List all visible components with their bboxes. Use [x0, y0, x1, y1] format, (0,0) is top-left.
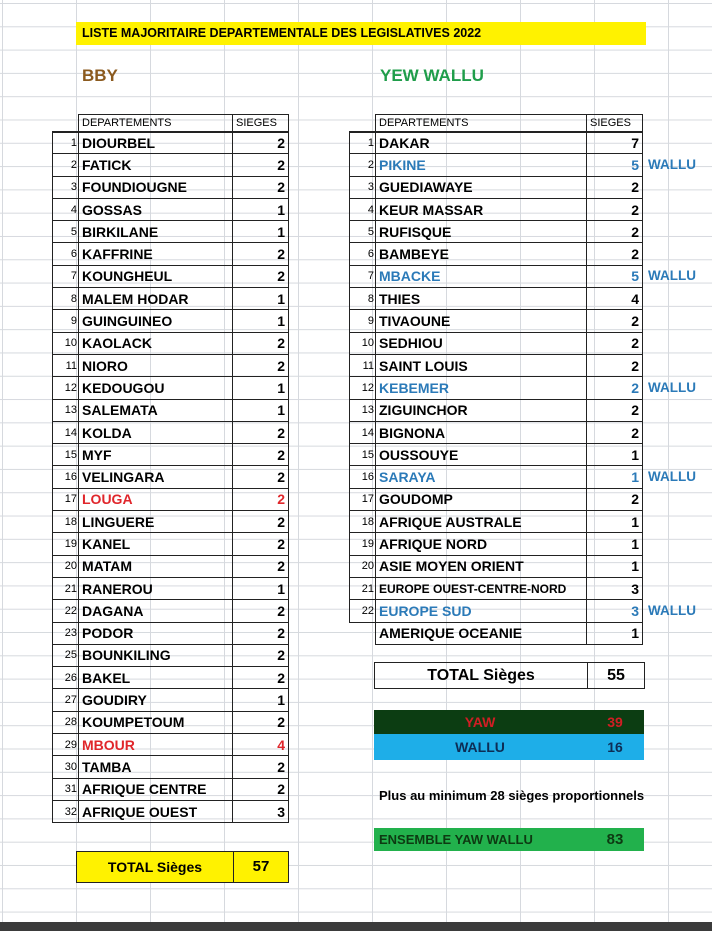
department-name: ZIGUINCHOR — [376, 399, 587, 421]
seat-count: 4 — [233, 734, 289, 756]
seat-count: 2 — [587, 354, 643, 376]
table-row — [350, 332, 643, 354]
seat-count: 1 — [233, 689, 289, 711]
department-name: GUINGUINEO — [79, 310, 233, 332]
row-number: 6 — [53, 243, 79, 265]
row-number: 9 — [350, 310, 376, 332]
department-name: SEDHIOU — [376, 332, 587, 354]
table-row — [53, 577, 289, 599]
table-row — [350, 488, 643, 510]
department-name: RUFISQUE — [376, 221, 587, 243]
row-number: 1 — [53, 132, 79, 154]
row-number: 2 — [53, 154, 79, 176]
yaw-value: 39 — [607, 714, 623, 730]
seat-count: 2 — [233, 756, 289, 778]
table-row — [350, 154, 643, 176]
row-number: 10 — [53, 332, 79, 354]
seat-count: 1 — [587, 466, 643, 488]
row-number: 32 — [53, 800, 79, 822]
proportional-note: Plus au minimum 28 sièges proportionnels — [379, 788, 645, 803]
department-name: KAFFRINE — [79, 243, 233, 265]
seat-count: 2 — [233, 444, 289, 466]
seat-count: 2 — [587, 221, 643, 243]
seat-count: 2 — [587, 198, 643, 220]
department-name: FOUNDIOUGNE — [79, 176, 233, 198]
row-number: 1 — [350, 132, 376, 154]
table-row — [53, 533, 289, 555]
department-name: SALEMATA — [79, 399, 233, 421]
seat-count: 2 — [233, 332, 289, 354]
row-number: 20 — [53, 555, 79, 577]
department-name: THIES — [376, 288, 587, 310]
department-name: GOUDIRY — [79, 689, 233, 711]
table-row — [53, 243, 289, 265]
wallu-tag: WALLU — [648, 268, 696, 284]
department-name: LINGUERE — [79, 511, 233, 533]
table-row — [350, 533, 643, 555]
row-number: 19 — [350, 533, 376, 555]
table-header-row — [350, 115, 643, 132]
seat-count: 2 — [587, 243, 643, 265]
seat-count: 2 — [233, 644, 289, 666]
table-row — [53, 466, 289, 488]
table-row — [350, 243, 643, 265]
bby-total-box — [76, 851, 289, 883]
row-number: 11 — [350, 354, 376, 376]
header-seats: SIEGES — [233, 115, 289, 132]
table-row — [350, 198, 643, 220]
row-number: 3 — [53, 176, 79, 198]
department-name: DIOURBEL — [79, 132, 233, 154]
row-number: 13 — [350, 399, 376, 421]
row-number: 22 — [53, 600, 79, 622]
row-number: 17 — [53, 488, 79, 510]
department-name: NIORO — [79, 354, 233, 376]
table-row — [53, 132, 289, 154]
seat-count: 2 — [587, 488, 643, 510]
row-number: 3 — [350, 176, 376, 198]
seat-count: 3 — [587, 600, 643, 622]
seat-count: 7 — [587, 132, 643, 154]
row-number: 15 — [53, 444, 79, 466]
department-name: KEUR MASSAR — [376, 198, 587, 220]
seat-count: 1 — [233, 377, 289, 399]
department-name: GUEDIAWAYE — [376, 176, 587, 198]
seat-count: 1 — [233, 399, 289, 421]
department-name: AFRIQUE OUEST — [79, 800, 233, 822]
department-name: KEBEMER — [376, 377, 587, 399]
seat-count: 2 — [233, 176, 289, 198]
seat-count: 2 — [587, 332, 643, 354]
table-row — [350, 310, 643, 332]
row-number: 21 — [53, 577, 79, 599]
page-title: LISTE MAJORITAIRE DEPARTEMENTALE DES LEGISLATIVES 2022 — [76, 22, 646, 45]
seat-count: 2 — [587, 399, 643, 421]
row-number: 7 — [53, 265, 79, 287]
row-number: 12 — [53, 377, 79, 399]
department-name: KOUNGHEUL — [79, 265, 233, 287]
wallu-tag: WALLU — [648, 379, 696, 395]
table-row — [53, 176, 289, 198]
header-departments: DEPARTEMENTS — [79, 115, 233, 132]
row-number: 12 — [350, 377, 376, 399]
seat-count: 1 — [587, 555, 643, 577]
header-number-cell — [350, 115, 376, 132]
table-row — [350, 399, 643, 421]
table-row — [53, 622, 289, 644]
department-name: GOUDOMP — [376, 488, 587, 510]
table-row — [53, 711, 289, 733]
department-name: MBACKE — [376, 265, 587, 287]
bby-departments-table — [52, 114, 289, 823]
wallu-tag: WALLU — [648, 156, 696, 172]
table-row — [53, 511, 289, 533]
seat-count: 3 — [233, 800, 289, 822]
table-row — [53, 399, 289, 421]
table-row — [53, 265, 289, 287]
table-row — [350, 176, 643, 198]
row-number: 5 — [350, 221, 376, 243]
table-row — [53, 377, 289, 399]
department-name: EUROPE OUEST-CENTRE-NORD — [376, 577, 587, 599]
table-row — [350, 265, 643, 287]
table-row — [350, 377, 643, 399]
table-row — [53, 756, 289, 778]
row-number: 30 — [53, 756, 79, 778]
row-number: 4 — [53, 198, 79, 220]
seat-count: 2 — [233, 555, 289, 577]
seat-count: 2 — [233, 132, 289, 154]
table-row — [53, 644, 289, 666]
department-name: KANEL — [79, 533, 233, 555]
department-name: AFRIQUE AUSTRALE — [376, 511, 587, 533]
seat-count: 5 — [587, 154, 643, 176]
table-row — [350, 555, 643, 577]
header-departments: DEPARTEMENTS — [376, 115, 587, 132]
table-row — [53, 689, 289, 711]
table-row — [53, 221, 289, 243]
seat-count: 1 — [587, 533, 643, 555]
yew-total-label: TOTAL Sièges — [375, 663, 588, 688]
row-number: 8 — [350, 288, 376, 310]
department-name: BAKEL — [79, 667, 233, 689]
seat-count: 1 — [233, 198, 289, 220]
department-name: KEDOUGOU — [79, 377, 233, 399]
row-number: 27 — [53, 689, 79, 711]
row-number: 28 — [53, 711, 79, 733]
row-number: 16 — [53, 466, 79, 488]
seat-count: 2 — [233, 154, 289, 176]
table-row — [53, 421, 289, 443]
seat-count: 2 — [233, 511, 289, 533]
row-number — [350, 622, 376, 644]
department-name: SAINT LOUIS — [376, 354, 587, 376]
seat-count: 2 — [233, 488, 289, 510]
seat-count: 2 — [587, 310, 643, 332]
seat-count: 3 — [587, 577, 643, 599]
wallu-tag: WALLU — [648, 469, 696, 485]
department-name: FATICK — [79, 154, 233, 176]
table-row — [350, 466, 643, 488]
row-number: 13 — [53, 399, 79, 421]
wallu-summary-bar — [374, 734, 644, 760]
row-number: 25 — [53, 644, 79, 666]
seat-count: 1 — [587, 622, 643, 644]
department-name: MYF — [79, 444, 233, 466]
row-number: 5 — [53, 221, 79, 243]
table-row — [53, 734, 289, 756]
department-name: AMERIQUE OCEANIE — [376, 622, 587, 644]
table-row — [350, 354, 643, 376]
table-row — [53, 154, 289, 176]
department-name: BIGNONA — [376, 421, 587, 443]
table-row — [350, 421, 643, 443]
row-number: 22 — [350, 600, 376, 622]
row-number: 20 — [350, 555, 376, 577]
department-name: MBOUR — [79, 734, 233, 756]
row-number: 2 — [350, 154, 376, 176]
seat-count: 1 — [587, 444, 643, 466]
department-name: BAMBEYE — [376, 243, 587, 265]
seat-count: 2 — [233, 600, 289, 622]
header-seats: SIEGES — [587, 115, 643, 132]
table-header-row — [53, 115, 289, 132]
row-number: 8 — [53, 288, 79, 310]
seat-count: 5 — [587, 265, 643, 287]
row-number: 14 — [350, 421, 376, 443]
table-row — [53, 488, 289, 510]
row-number: 16 — [350, 466, 376, 488]
table-row — [53, 600, 289, 622]
department-name: SARAYA — [376, 466, 587, 488]
yew-total-value: 55 — [607, 667, 625, 684]
seat-count: 1 — [587, 511, 643, 533]
header-number-cell — [53, 115, 79, 132]
row-number: 10 — [350, 332, 376, 354]
department-name: MATAM — [79, 555, 233, 577]
row-number: 4 — [350, 198, 376, 220]
seat-count: 2 — [233, 778, 289, 800]
department-name: KOLDA — [79, 421, 233, 443]
row-number: 7 — [350, 265, 376, 287]
yew-total-box — [374, 662, 645, 689]
table-row — [350, 288, 643, 310]
department-name: KAOLACK — [79, 332, 233, 354]
bby-total-value: 57 — [252, 858, 270, 875]
department-name: AFRIQUE NORD — [376, 533, 587, 555]
department-name: ASIE MOYEN ORIENT — [376, 555, 587, 577]
department-name: TAMBA — [79, 756, 233, 778]
row-number: 15 — [350, 444, 376, 466]
seat-count: 2 — [233, 354, 289, 376]
department-name: KOUMPETOUM — [79, 711, 233, 733]
row-number: 14 — [53, 421, 79, 443]
yaw-summary-bar — [374, 710, 644, 734]
ensemble-value: 83 — [606, 831, 624, 848]
table-row — [350, 444, 643, 466]
party-bby-label: BBY — [82, 66, 118, 85]
table-row — [350, 600, 643, 622]
table-row — [53, 310, 289, 332]
department-name: BIRKILANE — [79, 221, 233, 243]
row-number: 6 — [350, 243, 376, 265]
department-name: PIKINE — [376, 154, 587, 176]
party-yew-wallu-label: YEW WALLU — [380, 66, 484, 85]
seat-count: 2 — [233, 622, 289, 644]
seat-count: 2 — [233, 533, 289, 555]
department-name: TIVAOUNE — [376, 310, 587, 332]
yew-wallu-departments-table — [349, 114, 643, 645]
wallu-label: WALLU — [455, 739, 505, 755]
department-name: MALEM HODAR — [79, 288, 233, 310]
table-row — [53, 198, 289, 220]
seat-count: 2 — [233, 265, 289, 287]
table-row — [350, 511, 643, 533]
table-row — [53, 555, 289, 577]
table-row — [350, 221, 643, 243]
ensemble-label: ENSEMBLE YAW WALLU — [379, 832, 533, 847]
seat-count: 1 — [233, 310, 289, 332]
table-row — [53, 778, 289, 800]
row-number: 26 — [53, 667, 79, 689]
table-row — [53, 800, 289, 822]
row-number: 19 — [53, 533, 79, 555]
table-row — [53, 288, 289, 310]
table-row — [53, 667, 289, 689]
seat-count: 1 — [233, 288, 289, 310]
row-number: 29 — [53, 734, 79, 756]
table-row — [350, 622, 643, 644]
department-name: AFRIQUE CENTRE — [79, 778, 233, 800]
department-name: VELINGARA — [79, 466, 233, 488]
seat-count: 2 — [233, 667, 289, 689]
department-name: DAKAR — [376, 132, 587, 154]
department-name: DAGANA — [79, 600, 233, 622]
row-number: 23 — [53, 622, 79, 644]
seat-count: 2 — [233, 243, 289, 265]
department-name: EUROPE SUD — [376, 600, 587, 622]
table-row — [53, 332, 289, 354]
department-name: BOUNKILING — [79, 644, 233, 666]
seat-count: 1 — [233, 221, 289, 243]
department-name: PODOR — [79, 622, 233, 644]
department-name: GOSSAS — [79, 198, 233, 220]
row-number: 17 — [350, 488, 376, 510]
row-number: 11 — [53, 354, 79, 376]
row-number: 21 — [350, 577, 376, 599]
seat-count: 1 — [233, 577, 289, 599]
row-number: 31 — [53, 778, 79, 800]
seat-count: 2 — [233, 711, 289, 733]
seat-count: 2 — [233, 421, 289, 443]
seat-count: 2 — [587, 176, 643, 198]
seat-count: 2 — [587, 377, 643, 399]
yaw-label: YAW — [464, 714, 496, 730]
table-row — [350, 577, 643, 599]
table-row — [53, 354, 289, 376]
bby-total-label: TOTAL Sièges — [77, 852, 234, 882]
seat-count: 4 — [587, 288, 643, 310]
row-number: 18 — [350, 511, 376, 533]
row-number: 18 — [53, 511, 79, 533]
wallu-value: 16 — [607, 739, 623, 755]
ensemble-summary-bar — [374, 828, 644, 851]
wallu-tag: WALLU — [648, 602, 696, 618]
department-name: RANEROU — [79, 577, 233, 599]
department-name: LOUGA — [79, 488, 233, 510]
row-number: 9 — [53, 310, 79, 332]
table-row — [350, 132, 643, 154]
department-name: OUSSOUYE — [376, 444, 587, 466]
seat-count: 2 — [587, 421, 643, 443]
table-row — [53, 444, 289, 466]
seat-count: 2 — [233, 466, 289, 488]
bottom-edge — [0, 922, 712, 931]
